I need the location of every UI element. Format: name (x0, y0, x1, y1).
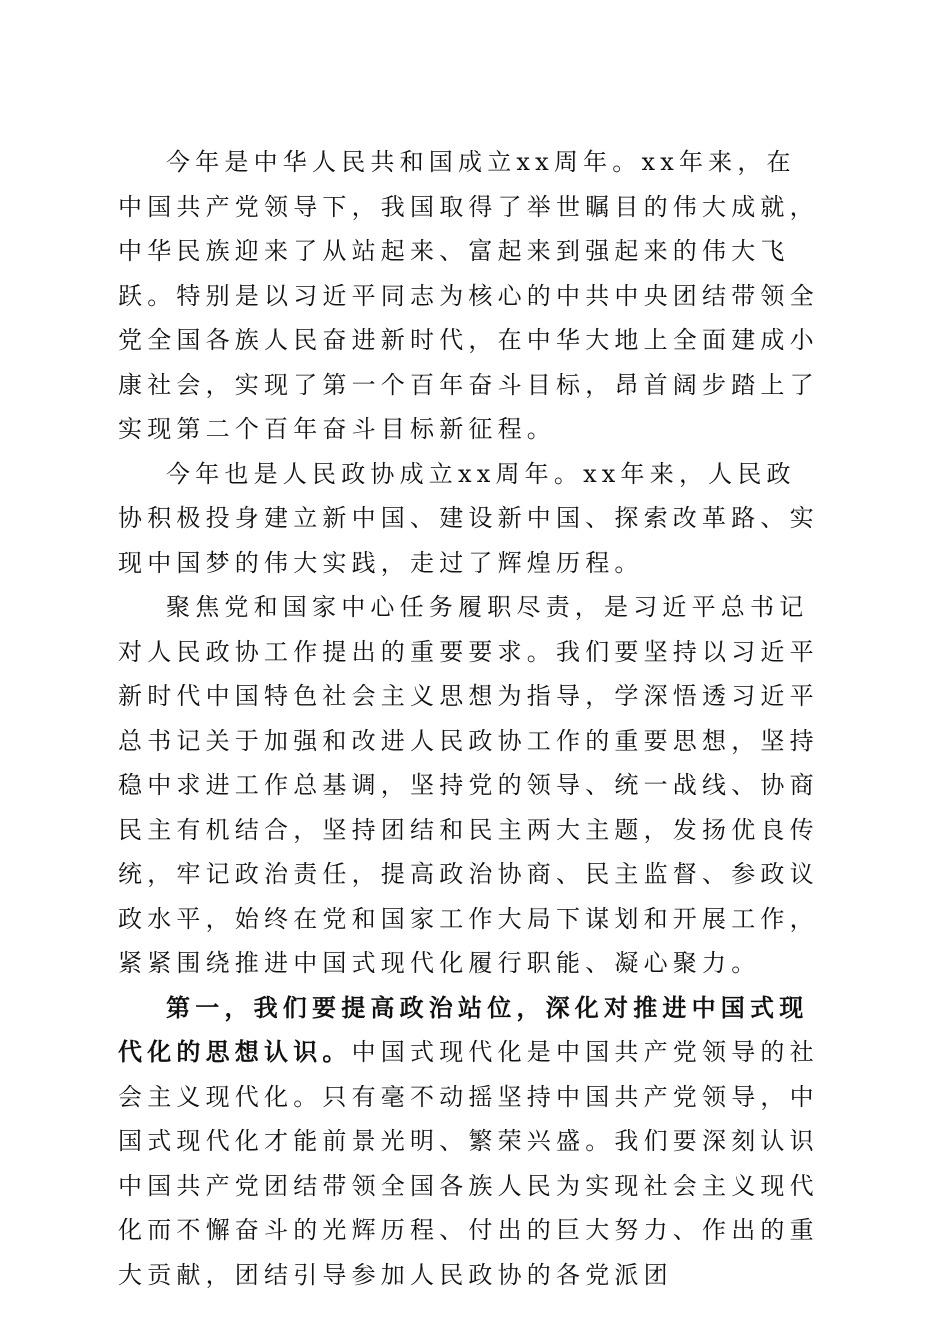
paragraph-4 (118, 986, 824, 1298)
paragraph-2 (118, 452, 824, 586)
paragraph-4-lead: 第一，我们要提高政治站位，深化对推进中国式现代化的思想认识。 (118, 992, 809, 1066)
paragraph-2-text: 今年也是人民政协成立xx周年。xx年来，人民政协积极投身建立新中国、建设新中国、探索改革路、实现中国梦的伟大实践，走过了辉煌历程。 (118, 459, 819, 577)
document-body (118, 140, 824, 1297)
paragraph-1 (118, 140, 824, 452)
paragraph-4-text: 中国式现代化是中国共产党领导的社会主义现代化。只有毫不动摇坚持中国共产党领导，中国式现代化才能前景光明、繁荣兴盛。我们要深刻认识中国共产党团结带领全国各族人民为实现社会主义现代化而不懈奋斗的光辉历程、付出的巨大努力、作出的重大贡献，团结引导参加人民政协的各党派团 (118, 1038, 819, 1289)
paragraph-1-text: 今年是中华人民共和国成立xx周年。xx年来，在中国共产党领导下，我国取得了举世瞩目的伟大成就，中华民族迎来了从站起来、富起来到强起来的伟大飞跃。特别是以习近平同志为核心的中共中央团结带领全党全国各族人民奋进新时代，在中华大地上全面建成小康社会，实现了第一个百年奋斗目标，昂首阔步踏上了实现第二个百年奋斗目标新征程。 (118, 148, 819, 443)
paragraph-3-text: 聚焦党和国家中心任务履职尽责，是习近平总书记对人民政协工作提出的重要要求。我们要坚持以习近平新时代中国特色社会主义思想为指导，学深悟透习近平总书记关于加强和改进人民政协工作的重要思想，坚持稳中求进工作总基调，坚持党的领导、统一战线、协商民主有机结合，坚持团结和民主两大主题，发扬优良传统，牢记政治责任，提高政治协商、民主监督、参政议政水平，始终在党和国家工作大局下谋划和开展工作，紧紧围绕推进中国式现代化履行职能、凝心聚力。 (118, 593, 819, 977)
paragraph-3 (118, 585, 824, 986)
